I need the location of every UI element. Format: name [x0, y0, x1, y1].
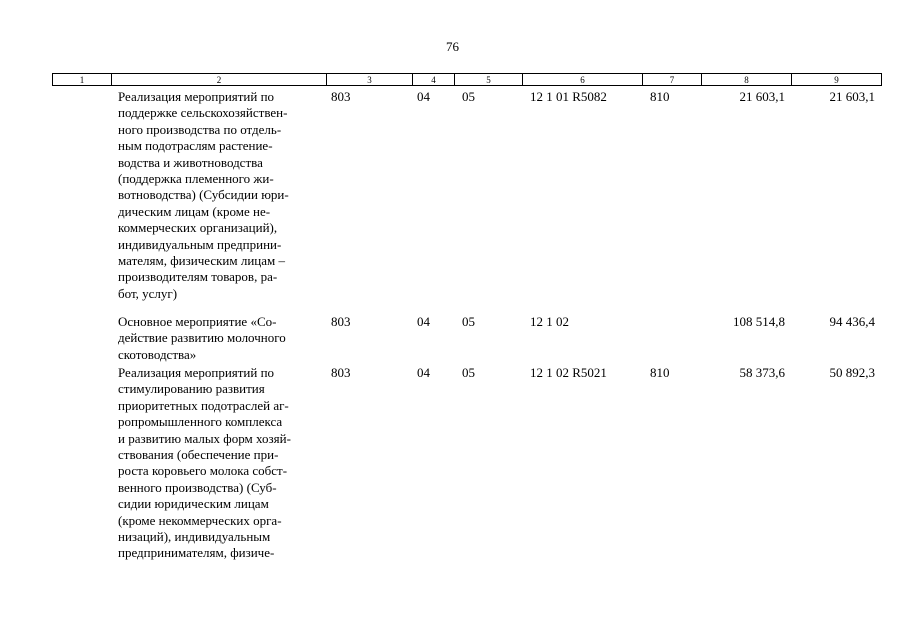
- amount-col-9: 94 436,4: [829, 314, 875, 329]
- description-line: приоритетных подотраслей аг-: [118, 397, 289, 413]
- target-article-code: 12 1 01 R5082: [530, 89, 607, 104]
- description-line: ным подотраслям растение-: [118, 138, 273, 154]
- description-line: индивидуальным предприни-: [118, 236, 282, 252]
- section-code: 04: [417, 314, 430, 329]
- target-article-code: 12 1 02 R5021: [530, 365, 607, 380]
- header-col-3: 3: [327, 74, 413, 86]
- header-col-6: 6: [523, 74, 643, 86]
- section-code: 04: [417, 89, 430, 104]
- section-code: 04: [417, 365, 430, 380]
- target-article-code: 12 1 02: [530, 314, 569, 329]
- description-line: (поддержка племенного жи-: [118, 171, 274, 187]
- description-line: Основное мероприятие «Со-: [118, 314, 277, 329]
- page-number: 76: [446, 39, 459, 54]
- amount-col-8: 21 603,1: [739, 89, 785, 104]
- description-line: поддержке сельскохозяйствен-: [118, 105, 288, 121]
- description-line: ствования (обеспечение при-: [118, 447, 279, 463]
- expense-type-code: 810: [650, 89, 670, 104]
- description-line: производителям товаров, ра-: [118, 269, 278, 285]
- amount-col-9: 50 892,3: [829, 365, 875, 380]
- description-line: водства и животноводства: [118, 154, 263, 170]
- header-col-9: 9: [792, 74, 882, 86]
- ministry-code: 803: [331, 89, 351, 104]
- header-col-7: 7: [643, 74, 702, 86]
- ministry-code: 803: [331, 365, 351, 380]
- description-line: бот, услуг): [118, 285, 178, 301]
- row-description: [118, 365, 326, 562]
- description-line: вотноводства) (Субсидии юри-: [118, 187, 289, 203]
- header-col-8: 8: [702, 74, 792, 86]
- ministry-code: 803: [331, 314, 351, 329]
- description-line: сидии юридическим лицам: [118, 496, 269, 512]
- subsection-code: 05: [462, 89, 475, 104]
- header-col-4: 4: [413, 74, 455, 86]
- description-line: низаций), индивидуальным: [118, 529, 271, 545]
- description-line: действие развитию молочного: [118, 330, 286, 346]
- amount-col-8: 108 514,8: [733, 314, 785, 329]
- description-line: предпринимателям, физиче-: [118, 545, 275, 561]
- description-line: коммерческих организаций),: [118, 220, 278, 236]
- description-line: дическим лицам (кроме не-: [118, 203, 271, 219]
- header-col-1: 1: [53, 74, 112, 86]
- subsection-code: 05: [462, 314, 475, 329]
- row-description: [118, 89, 326, 302]
- header-col-2: 2: [112, 74, 327, 86]
- description-line: ропромышленного комплекса: [118, 414, 283, 430]
- header-col-5: 5: [455, 74, 523, 86]
- expense-type-code: 810: [650, 365, 670, 380]
- row-description: [118, 314, 326, 363]
- description-line: роста коровьего молока собст-: [118, 463, 288, 479]
- description-line: Реализация мероприятий по: [118, 89, 275, 104]
- column-number-header: [52, 73, 882, 86]
- description-line: (кроме некоммерческих орга-: [118, 512, 282, 528]
- amount-col-8: 58 373,6: [739, 365, 785, 380]
- description-line: Реализация мероприятий по: [118, 365, 275, 380]
- description-line: венного производства) (Суб-: [118, 479, 277, 495]
- amount-col-9: 21 603,1: [829, 89, 875, 104]
- description-line: и развитию малых форм хозяй-: [118, 430, 291, 446]
- description-line: скотоводства»: [118, 346, 197, 362]
- description-line: ного производства по отдель-: [118, 121, 282, 137]
- description-line: стимулированию развития: [118, 381, 265, 397]
- description-line: мателям, физическим лицам –: [118, 253, 285, 269]
- subsection-code: 05: [462, 365, 475, 380]
